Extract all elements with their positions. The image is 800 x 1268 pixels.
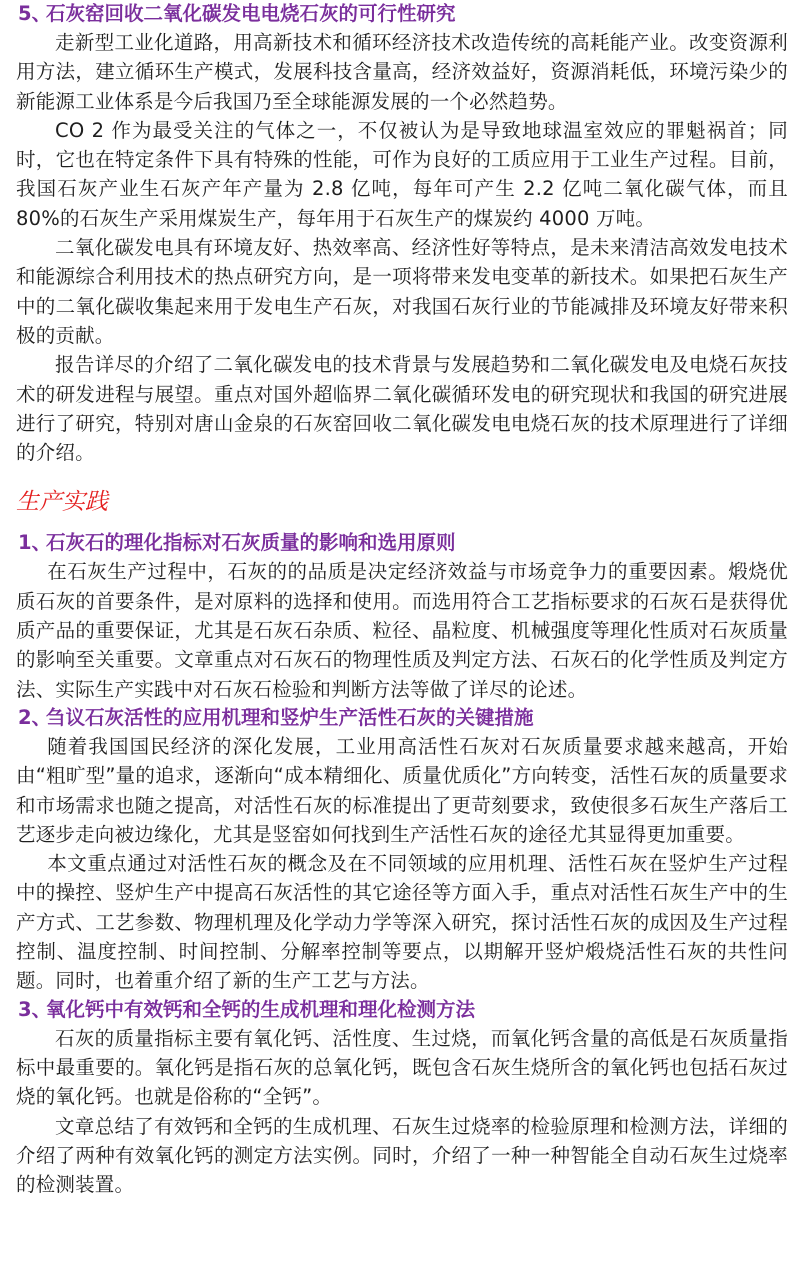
article-3-paragraph: 文章总结了有效钙和全钙的生成机理、石灰生过烧率的检验原理和检测方法，详细的介绍了两种有效氧化钙的测定方法实例。同时，介绍了一种一种智能全自动石灰生过烧率的检测装置。: [16, 1114, 788, 1197]
article-3-heading: [16, 996, 788, 1024]
article-3-title: 氧化钙中有效钙和全钙的生成机理和理化检测方法: [46, 997, 476, 1021]
article-5-number: 5、: [18, 2, 52, 25]
article-1-heading: [16, 529, 788, 557]
article-5-paragraph: 走新型工业化道路，用高新技术和循环经济技术改造传统的高耗能产业。改变资源利用方法，建立循环生产模式，发展科技含量高，经济效益好，资源消耗低，环境污染少的新能源工业体系是今后我国乃至全球能源发展的一个必然趋势。: [16, 31, 788, 113]
article-5-paragraph: 二氧化碳发电具有环境友好、热效率高、经济性好等特点，是未来清洁高效发电技术和能源综合利用技术的热点研究方向，是一项将带来发电变革的新技术。如果把石灰生产中的二氧化碳收集起来用于发电生产石灰，对我国石灰行业的节能减排及环境友好带来积极的贡献。: [16, 236, 788, 347]
article-2-number: 2、: [18, 705, 52, 729]
article-2-paragraph: 本文重点通过对活性石灰的概念及在不同领域的应用机理、活性石灰在竖炉生产过程中的操控、竖炉生产中提高石灰活性的其它途径等方面入手，重点对活性石灰生产中的生产方式、工艺参数、物理机理及化学动力学等深入研究，探讨活性石灰的成因及生产过程控制、温度控制、时间控制、分解率控制等要点，以期解开竖炉煅烧活性石灰的共性问题。同时，也着重介绍了新的生产工艺与方法。: [16, 852, 788, 993]
article-1-number: 1、: [18, 531, 52, 555]
section-title: 生产实践: [16, 489, 108, 516]
article-3: [16, 996, 788, 1200]
article-5-heading: [16, 0, 788, 28]
article-1: [16, 529, 788, 703]
article-2-paragraph: 随着我国国民经济的深化发展，工业用高活性石灰对石灰质量要求越来越高，开始由“粗旷型”量的追求，逐渐向“成本精细化、质量优质化”方向转变，活性石灰的质量要求和市场需求也随之提高，对活性石灰的标准提出了更苛刻要求，致使很多石灰生产落后工艺逐步走向被边缘化，尤其是竖窑如何找到生产活性石灰的途径尤其显得更加重要。: [16, 734, 788, 846]
article-5-paragraph: CO 2 作为最受关注的气体之一，不仅被认为是导致地球温室效应的罪魁祸首；同时，它也在特定条件下具有特殊的性能，可作为良好的工质应用于工业生产过程。目前，我国石灰产业生石灰产年产量为 2.8 亿吨，每年可产生 2.2 亿吨二氧化碳气体，而且 80%的石灰生产采用煤炭生产，每年用于石灰生产的煤炭约 4000 万吨。: [16, 118, 788, 230]
article-5-paragraph: 报告详尽的介绍了二氧化碳发电的技术背景与发展趋势和二氧化碳发电及电烧石灰技术的研发进程与展望。重点对国外超临界二氧化碳循环发电的研究现状和我国的研究进展进行了研究，特别对唐山金泉的石灰窑回收二氧化碳发电电烧石灰的技术原理进行了详细的介绍。: [16, 353, 788, 465]
article-1-paragraph: 在石灰生产过程中，石灰的的品质是决定经济效益与市场竞争力的重要因素。煅烧优质石灰的首要条件，是对原料的选择和使用。而选用符合工艺指标要求的石灰石是获得优质产品的重要保证，尤其是石灰石杂质、粒径、晶粒度、机械强度等理化性质对石灰质量的影响至关重要。文章重点对石灰石的物理性质及判定方法、石灰石的化学性质及判定方法、实际生产实践中对石灰石检验和判断方法等做了详尽的论述。: [16, 560, 788, 701]
article-3-number: 3、: [18, 997, 52, 1021]
article-2-title: 刍议石灰活性的应用机理和竖炉生产活性石灰的关键措施: [46, 705, 534, 729]
article-1-title: 石灰石的理化指标对石灰质量的影响和选用原则: [46, 531, 456, 555]
article-5-title: 石灰窑回收二氧化碳发电电烧石灰的可行性研究: [46, 2, 456, 25]
article-5: [16, 0, 788, 467]
article-3-paragraph: 石灰的质量指标主要有氧化钙、活性度、生过烧，而氧化钙含量的高低是石灰质量指标中最重要的。氧化钙是指石灰的总氧化钙，既包含石灰生烧所含的氧化钙也包括石灰过烧的氧化钙。也就是俗称的“全钙”。: [16, 1026, 788, 1109]
article-2: [16, 704, 788, 996]
article-2-heading: [16, 704, 788, 732]
